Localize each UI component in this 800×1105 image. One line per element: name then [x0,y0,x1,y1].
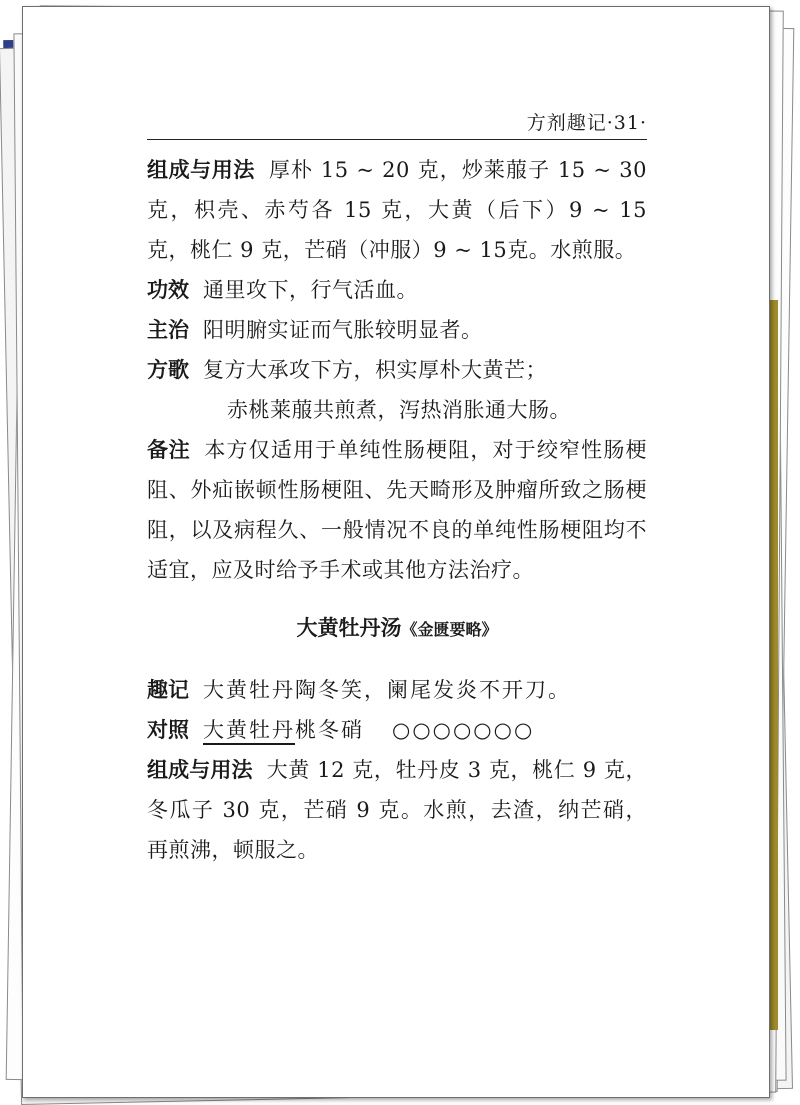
efficacy-term: 功效 [147,278,189,302]
indication-text: 阳明腑实证而气胀较明显者。 [203,318,483,342]
song-paragraph [147,350,647,390]
book-title: 方剂趣记 [526,112,607,134]
contrast-term: 对照 [147,718,189,742]
remarks-term: 备注 [147,438,191,462]
indication-term: 主治 [147,318,189,342]
efficacy-paragraph [147,270,647,310]
contrast-circles: ○○○○○○○ [392,718,535,742]
contrast-underlined-text: 大黄牡丹 [203,718,295,742]
efficacy-text: 通里攻下，行气活血。 [203,278,418,302]
remarks-paragraph [147,430,647,590]
song-line-1: 复方大承攻下方，枳实厚朴大黄芒； [203,358,547,382]
book-page [22,6,770,1098]
contrast-paragraph [147,710,647,750]
mnemonic-paragraph [147,670,647,710]
formula-source: 《金匮要略》 [401,620,498,639]
formula-heading [147,608,647,650]
song-term: 方歌 [147,358,189,382]
composition-text: 厚朴 15 ~ 20 克，炒莱菔子 15 ~ 30克，枳壳、赤芍各 15 克，大黄（后下）9 ~ 15 克，桃仁 9 克，芒硝（冲服）9 ~ 15克。水煎服。 [147,158,647,262]
composition-text-2: 大黄 12 克，牡丹皮 3 克，桃仁 9 克，冬瓜子 30 克，芒硝 9 克。水煎，去渣，纳芒硝，再煎沸，顿服之。 [147,758,647,862]
song-line-2: 赤桃莱菔共煎煮，泻热消胀通大肠。 [227,398,571,422]
mnemonic-text: 大黄牡丹陶冬笑，阑尾发炎不开刀。 [203,678,571,702]
page-number: ·31· [606,112,647,134]
composition-paragraph [147,150,647,270]
page-content [147,107,647,870]
mnemonic-term: 趣记 [147,678,189,702]
song-line-2-paragraph [147,390,647,430]
composition-term-2: 组成与用法 [147,758,253,782]
composition-term: 组成与用法 [147,158,255,182]
running-header [147,107,647,140]
composition-paragraph-2 [147,750,647,870]
remarks-text: 本方仅适用于单纯性肠梗阻，对于绞窄性肠梗阻、外疝嵌顿性肠梗阻、先天畸形及肿瘤所致之肠梗阻，以及病程久、一般情况不良的单纯性肠梗阻均不适宜，应及时给予手术或其他方法治疗。 [147,438,648,582]
formula-title: 大黄牡丹汤 [296,616,402,640]
book-edge-gold [770,300,778,1030]
indication-paragraph [147,310,647,350]
contrast-rest-text: 桃冬硝 [295,718,364,742]
